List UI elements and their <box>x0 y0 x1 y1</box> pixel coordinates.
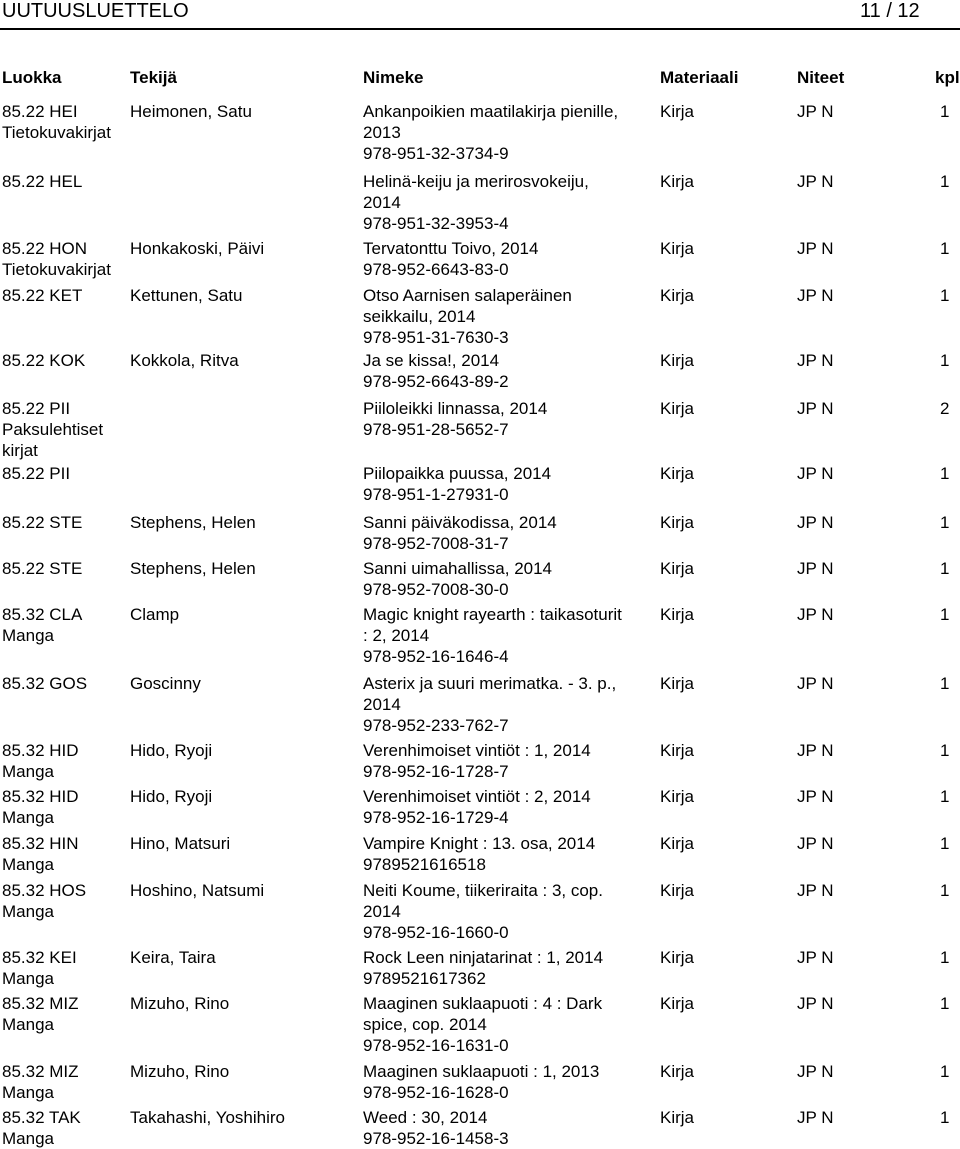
cell-nimeke-line: Asterix ja suuri merimatka. - 3. p., <box>363 674 617 693</box>
cell-nimeke <box>363 1107 653 1149</box>
cell-kpl: 1 <box>940 559 950 578</box>
cell-luokka-line: Manga <box>2 1129 54 1148</box>
cell-luokka-line: 85.22 HEL <box>2 172 83 191</box>
cell-materiaali: Kirja <box>660 464 695 483</box>
cell-kpl: 1 <box>940 674 950 693</box>
cell-kpl: 1 <box>940 787 950 806</box>
cell-nimeke <box>363 673 653 736</box>
cell-nimeke <box>363 238 653 280</box>
cell-nimeke <box>363 880 653 943</box>
cell-nimeke-line: Verenhimoiset vintiöt : 2, 2014 <box>363 787 591 806</box>
cell-nimeke <box>363 740 653 782</box>
cell-nimeke-line: 978-952-16-1728-7 <box>363 762 509 781</box>
cell-luokka-line: 85.22 PII <box>2 464 71 483</box>
column-header-materiaali: Materiaali <box>660 68 739 87</box>
cell-materiaali: Kirja <box>660 239 695 258</box>
cell-luokka-line: 85.32 MIZ <box>2 1062 79 1081</box>
column-header-luokka: Luokka <box>2 68 62 87</box>
cell-kpl: 1 <box>940 881 950 900</box>
column-header-niteet: Niteet <box>797 68 845 87</box>
cell-nimeke <box>363 993 653 1056</box>
cell-tekija: Takahashi, Yoshihiro <box>130 1108 286 1127</box>
cell-tekija: Honkakoski, Päivi <box>130 239 265 258</box>
cell-luokka-line: Manga <box>2 626 54 645</box>
cell-nimeke <box>363 512 653 554</box>
cell-luokka <box>2 740 127 782</box>
cell-nimeke-line: Sanni uimahallissa, 2014 <box>363 559 553 578</box>
cell-luokka <box>2 673 127 694</box>
cell-materiaali: Kirja <box>660 172 695 191</box>
cell-materiaali: Kirja <box>660 102 695 121</box>
cell-nimeke <box>363 171 653 234</box>
cell-kpl: 1 <box>940 513 950 532</box>
cell-kpl: 1 <box>940 351 950 370</box>
cell-luokka-line: Tietokuvakirjat <box>2 123 111 142</box>
cell-materiaali: Kirja <box>660 351 695 370</box>
cell-nimeke-line: 978-952-16-1458-3 <box>363 1129 509 1148</box>
cell-tekija: Mizuho, Rino <box>130 994 230 1013</box>
cell-luokka-line: Tietokuvakirjat <box>2 260 111 279</box>
cell-niteet: JP N <box>797 102 834 121</box>
cell-luokka-line: 85.22 PII <box>2 399 71 418</box>
cell-nimeke-line: 978-952-233-762-7 <box>363 716 509 735</box>
cell-nimeke <box>363 947 653 989</box>
cell-luokka <box>2 833 127 875</box>
cell-kpl: 1 <box>940 605 950 624</box>
cell-tekija: Stephens, Helen <box>130 559 256 578</box>
cell-nimeke-line: Neiti Koume, tiikeriraita : 3, cop. <box>363 881 603 900</box>
cell-niteet: JP N <box>797 881 834 900</box>
cell-nimeke-line: 2014 <box>363 902 401 921</box>
cell-nimeke-line: 978-952-16-1646-4 <box>363 647 509 666</box>
cell-nimeke-line: 978-951-32-3734-9 <box>363 144 509 163</box>
cell-materiaali: Kirja <box>660 674 695 693</box>
cell-nimeke-line: Helinä-keiju ja merirosvokeiju, <box>363 172 589 191</box>
cell-luokka-line: Manga <box>2 762 54 781</box>
cell-nimeke <box>363 1061 653 1103</box>
cell-materiaali: Kirja <box>660 834 695 853</box>
cell-luokka-line: Manga <box>2 1015 54 1034</box>
cell-luokka-line: 85.32 HIN <box>2 834 79 853</box>
cell-niteet: JP N <box>797 1108 834 1127</box>
cell-niteet: JP N <box>797 834 834 853</box>
cell-tekija: Hido, Ryoji <box>130 787 213 806</box>
cell-kpl: 1 <box>940 1062 950 1081</box>
cell-luokka <box>2 993 127 1035</box>
cell-nimeke-line: Piiloleikki linnassa, 2014 <box>363 399 548 418</box>
cell-niteet: JP N <box>797 399 834 418</box>
cell-materiaali: Kirja <box>660 741 695 760</box>
cell-niteet: JP N <box>797 513 834 532</box>
cell-nimeke-line: seikkailu, 2014 <box>363 307 476 326</box>
cell-luokka <box>2 558 127 579</box>
cell-nimeke-line: 978-952-16-1660-0 <box>363 923 509 942</box>
column-header-nimeke: Nimeke <box>363 68 424 87</box>
cell-luokka <box>2 604 127 646</box>
cell-nimeke-line: 978-951-1-27931-0 <box>363 485 509 504</box>
cell-nimeke <box>363 604 653 667</box>
cell-tekija: Heimonen, Satu <box>130 102 252 121</box>
cell-materiaali: Kirja <box>660 1062 695 1081</box>
cell-tekija: Hido, Ryoji <box>130 741 213 760</box>
cell-nimeke <box>363 285 653 348</box>
cell-nimeke <box>363 101 653 164</box>
column-header-kpl: kpl <box>935 68 960 87</box>
cell-niteet: JP N <box>797 351 834 370</box>
cell-kpl: 1 <box>940 239 950 258</box>
cell-tekija: Hoshino, Natsumi <box>130 881 265 900</box>
cell-nimeke-line: 978-952-7008-31-7 <box>363 534 509 553</box>
cell-luokka-line: 85.32 CLA <box>2 605 83 624</box>
cell-luokka-line: 85.22 KOK <box>2 351 86 370</box>
cell-niteet: JP N <box>797 286 834 305</box>
cell-luokka-line: 85.22 KET <box>2 286 83 305</box>
cell-luokka-line: 85.22 STE <box>2 513 83 532</box>
cell-luokka <box>2 512 127 533</box>
cell-luokka-line: Paksulehtiset <box>2 420 104 439</box>
cell-luokka <box>2 398 127 461</box>
cell-luokka <box>2 463 127 484</box>
cell-kpl: 1 <box>940 464 950 483</box>
cell-niteet: JP N <box>797 559 834 578</box>
cell-nimeke-line: 2014 <box>363 695 401 714</box>
cell-tekija: Clamp <box>130 605 180 624</box>
cell-niteet: JP N <box>797 605 834 624</box>
cell-nimeke-line: Magic knight rayearth : taikasoturit <box>363 605 622 624</box>
column-header-tekija: Tekijä <box>130 68 177 87</box>
cell-luokka-line: Manga <box>2 969 54 988</box>
cell-niteet: JP N <box>797 994 834 1013</box>
cell-luokka-line: 85.32 GOS <box>2 674 88 693</box>
cell-nimeke-line: 978-951-32-3953-4 <box>363 214 509 233</box>
cell-nimeke-line: Otso Aarnisen salaperäinen <box>363 286 572 305</box>
cell-tekija: Goscinny <box>130 674 201 693</box>
cell-nimeke-line: spice, cop. 2014 <box>363 1015 487 1034</box>
cell-materiaali: Kirja <box>660 881 695 900</box>
cell-niteet: JP N <box>797 741 834 760</box>
cell-materiaali: Kirja <box>660 399 695 418</box>
cell-kpl: 1 <box>940 948 950 967</box>
cell-luokka <box>2 947 127 989</box>
cell-nimeke-line: 9789521616518 <box>363 855 486 874</box>
cell-nimeke <box>363 350 653 392</box>
cell-luokka-line: 85.22 HON <box>2 239 88 258</box>
cell-nimeke-line: Ja se kissa!, 2014 <box>363 351 500 370</box>
document-title: UUTUUSLUETTELO <box>2 0 189 22</box>
cell-kpl: 2 <box>940 399 950 418</box>
cell-luokka-line: Manga <box>2 1083 54 1102</box>
cell-nimeke-line: 978-951-28-5652-7 <box>363 420 509 439</box>
cell-nimeke <box>363 558 653 600</box>
cell-nimeke-line: 978-952-6643-89-2 <box>363 372 509 391</box>
cell-luokka <box>2 880 127 922</box>
cell-nimeke-line: Piilopaikka puussa, 2014 <box>363 464 552 483</box>
header-divider <box>0 28 960 30</box>
cell-nimeke-line: Sanni päiväkodissa, 2014 <box>363 513 557 532</box>
cell-materiaali: Kirja <box>660 994 695 1013</box>
cell-nimeke-line: Ankanpoikien maatilakirja pienille, <box>363 102 619 121</box>
cell-tekija: Hino, Matsuri <box>130 834 231 853</box>
cell-materiaali: Kirja <box>660 787 695 806</box>
cell-nimeke-line: 2014 <box>363 193 401 212</box>
cell-niteet: JP N <box>797 1062 834 1081</box>
cell-niteet: JP N <box>797 787 834 806</box>
cell-nimeke <box>363 398 653 440</box>
cell-luokka <box>2 1107 127 1149</box>
cell-luokka <box>2 786 127 828</box>
cell-luokka-line: 85.22 STE <box>2 559 83 578</box>
cell-kpl: 1 <box>940 172 950 191</box>
cell-nimeke-line: Weed : 30, 2014 <box>363 1108 488 1127</box>
cell-luokka-line: Manga <box>2 808 54 827</box>
cell-luokka <box>2 171 127 192</box>
cell-luokka-line: 85.32 HOS <box>2 881 87 900</box>
cell-tekija: Kettunen, Satu <box>130 286 243 305</box>
cell-nimeke-line: : 2, 2014 <box>363 626 430 645</box>
cell-nimeke-line: 978-952-6643-83-0 <box>363 260 509 279</box>
cell-luokka <box>2 350 127 371</box>
cell-luokka-line: kirjat <box>2 441 38 460</box>
cell-kpl: 1 <box>940 286 950 305</box>
cell-materiaali: Kirja <box>660 948 695 967</box>
cell-nimeke-line: Tervatonttu Toivo, 2014 <box>363 239 539 258</box>
cell-kpl: 1 <box>940 102 950 121</box>
cell-nimeke-line: Rock Leen ninjatarinat : 1, 2014 <box>363 948 604 967</box>
cell-nimeke-line: 978-952-16-1729-4 <box>363 808 509 827</box>
cell-nimeke-line: 978-951-31-7630-3 <box>363 328 509 347</box>
cell-nimeke <box>363 833 653 875</box>
cell-niteet: JP N <box>797 948 834 967</box>
cell-niteet: JP N <box>797 172 834 191</box>
cell-niteet: JP N <box>797 674 834 693</box>
cell-kpl: 1 <box>940 741 950 760</box>
cell-luokka-line: 85.32 MIZ <box>2 994 79 1013</box>
cell-nimeke-line: 2013 <box>363 123 401 142</box>
cell-materiaali: Kirja <box>660 1108 695 1127</box>
cell-nimeke-line: 9789521617362 <box>363 969 486 988</box>
cell-kpl: 1 <box>940 994 950 1013</box>
cell-materiaali: Kirja <box>660 559 695 578</box>
cell-nimeke-line: 978-952-16-1628-0 <box>363 1083 509 1102</box>
cell-niteet: JP N <box>797 239 834 258</box>
cell-nimeke-line: Maaginen suklaapuoti : 1, 2013 <box>363 1062 600 1081</box>
cell-luokka <box>2 1061 127 1103</box>
cell-kpl: 1 <box>940 1108 950 1127</box>
cell-luokka <box>2 285 127 306</box>
cell-tekija: Keira, Taira <box>130 948 216 967</box>
cell-luokka-line: 85.22 HEI <box>2 102 78 121</box>
cell-luokka-line: 85.32 HID <box>2 741 79 760</box>
cell-materiaali: Kirja <box>660 513 695 532</box>
cell-nimeke-line: Maaginen suklaapuoti : 4 : Dark <box>363 994 603 1013</box>
cell-luokka-line: 85.32 HID <box>2 787 79 806</box>
cell-tekija: Stephens, Helen <box>130 513 256 532</box>
cell-luokka-line: Manga <box>2 902 54 921</box>
cell-luokka <box>2 238 127 280</box>
cell-kpl: 1 <box>940 834 950 853</box>
cell-luokka-line: Manga <box>2 855 54 874</box>
cell-materiaali: Kirja <box>660 605 695 624</box>
cell-nimeke-line: Vampire Knight : 13. osa, 2014 <box>363 834 596 853</box>
cell-nimeke-line: 978-952-7008-30-0 <box>363 580 509 599</box>
cell-nimeke <box>363 463 653 505</box>
cell-nimeke <box>363 786 653 828</box>
cell-nimeke-line: Verenhimoiset vintiöt : 1, 2014 <box>363 741 591 760</box>
cell-materiaali: Kirja <box>660 286 695 305</box>
cell-luokka-line: 85.32 KEI <box>2 948 77 967</box>
cell-niteet: JP N <box>797 464 834 483</box>
cell-nimeke-line: 978-952-16-1631-0 <box>363 1036 509 1055</box>
cell-tekija: Kokkola, Ritva <box>130 351 239 370</box>
cell-tekija: Mizuho, Rino <box>130 1062 230 1081</box>
page-number: 11 / 12 <box>860 0 920 22</box>
cell-luokka <box>2 101 127 143</box>
cell-luokka-line: 85.32 TAK <box>2 1108 81 1127</box>
